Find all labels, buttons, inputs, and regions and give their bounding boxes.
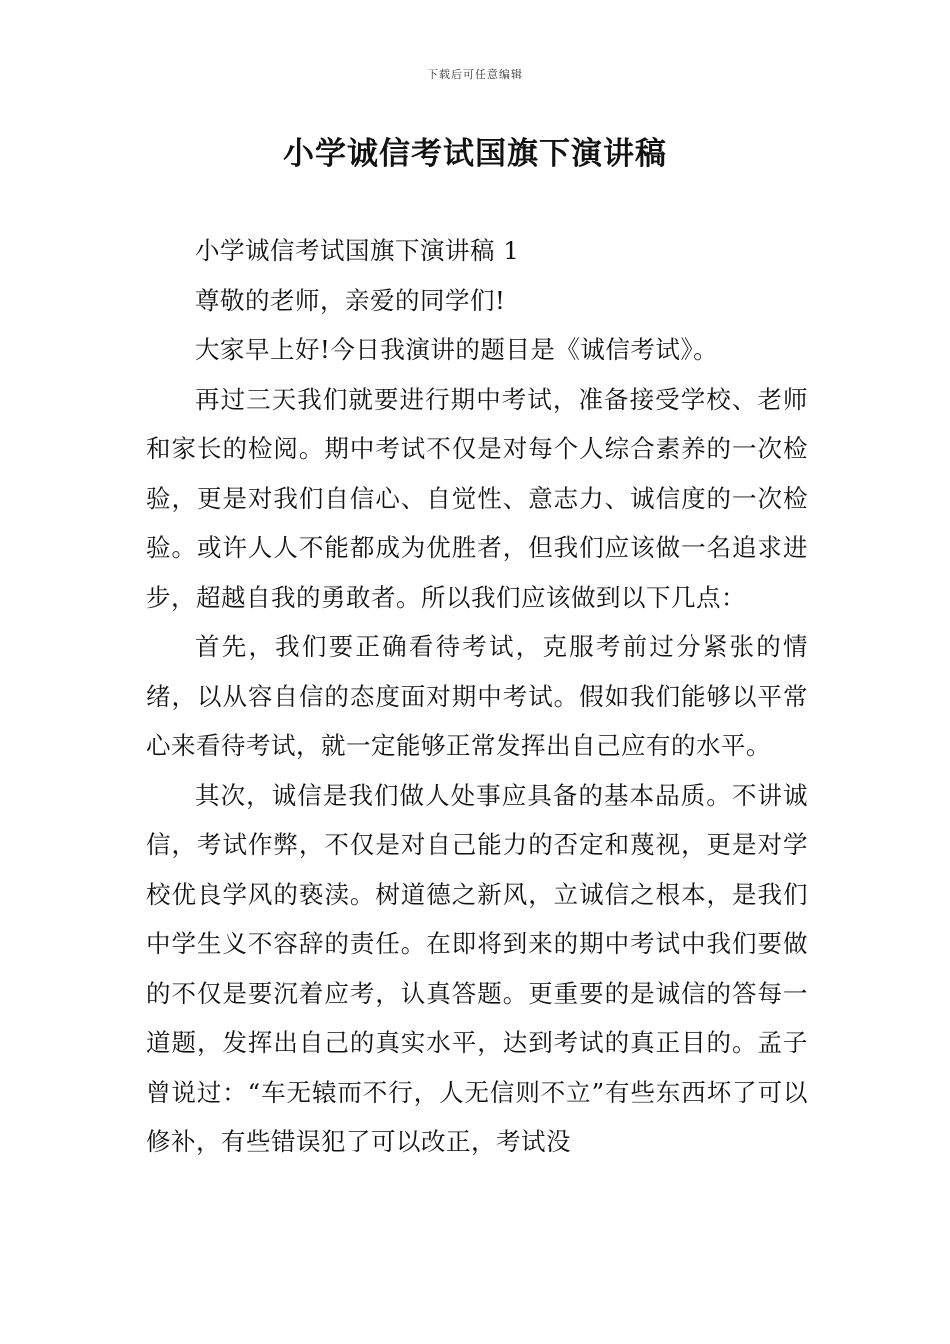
paragraph-greeting: 大家早上好!今日我演讲的题目是《诚信考试》。	[195, 335, 719, 364]
paragraph-body: 其次，诚信是我们做人处事应具备的基本品质。不讲诚信，考试作弊，不仅是对自己能力的否定和蔑视，更是对学校优良学风的亵渎。树道德之新风，立诚信之根本，是我们中学生义不容辞的责任。在即将到来的期中考试中我们要做的不仅是要沉着应考，认真答题。更重要的是诚信的答每一道题，发挥出自己的真实水平，达到考试的真正目的。孟子曾说过：“车无辕而不行，人无信则不立”有些东西坏了可以修补，有些错误犯了可以改正，考试没	[146, 780, 808, 1156]
paragraph-body: 首先，我们要正确看待考试，克服考前过分紧张的情绪，以从容自信的态度面对期中考试。假如我们能够以平常心来看待考试，就一定能够正常发挥出自己应有的水平。	[146, 632, 808, 760]
paragraph-salutation: 尊敬的老师，亲爱的同学们!	[195, 285, 506, 315]
document-title: 小学诚信考试国旗下演讲稿	[283, 136, 667, 172]
paragraph-body: 再过三天我们就要进行期中考试，准备接受学校、老师和家长的检阅。期中考试不仅是对每个人综合素养的一次检验，更是对我们自信心、自觉性、意志力、诚信度的一次检验。或许人人不能都成为优胜者，但我们应该做一名追求进步，超越自我的勇敢者。所以我们应该做到以下几点：	[146, 384, 808, 612]
document-body	[146, 226, 808, 1167]
paragraph-subtitle: 小学诚信考试国旗下演讲稿 1	[195, 236, 520, 265]
header-note: 下载后可任意编辑	[427, 68, 523, 81]
